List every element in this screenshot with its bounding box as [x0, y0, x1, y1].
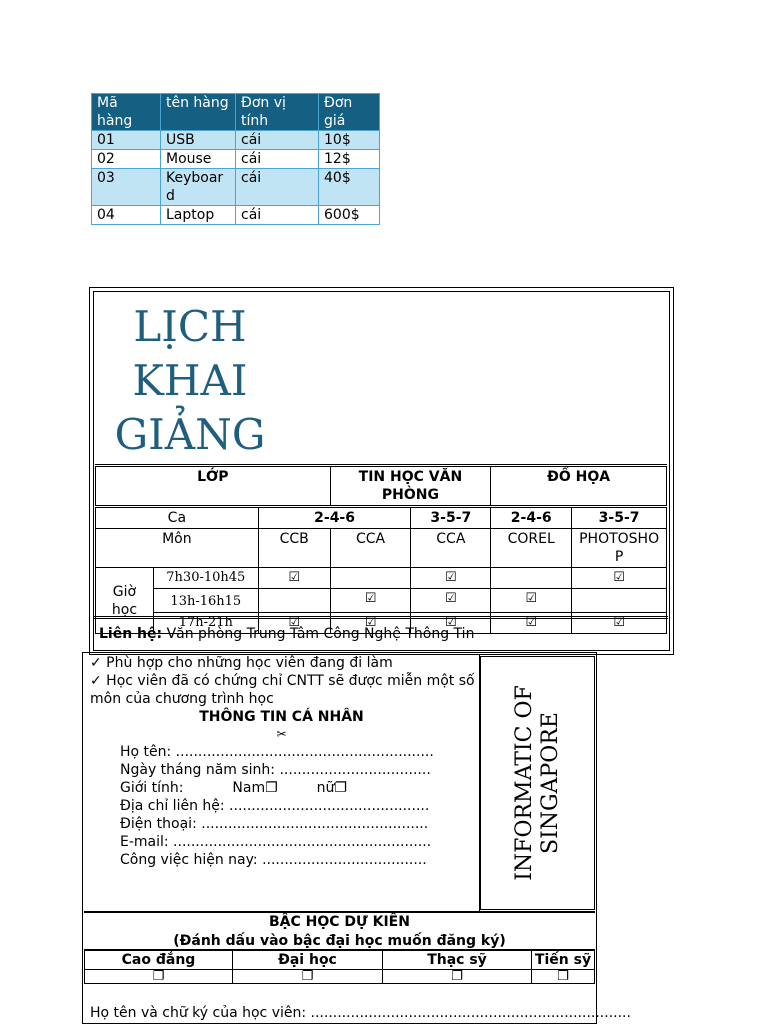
check-box-icon: ☑	[258, 568, 330, 589]
level-header-row	[85, 950, 595, 970]
slot-time: 7h30-10h45	[153, 568, 258, 589]
scissors-icon: ✂	[276, 727, 287, 741]
check-box-icon: ☑	[411, 568, 491, 589]
checkbox-icon[interactable]: ❐	[334, 780, 347, 796]
cell-unit: cái	[236, 131, 319, 150]
signature-line[interactable]: Họ tên và chữ ký của học viên: ........................................................................	[90, 1005, 631, 1021]
cell-code: 04	[92, 206, 161, 225]
check-box-icon: ☑	[491, 613, 572, 634]
level-option: Cao đẳng	[85, 950, 233, 970]
subject-row	[96, 529, 667, 568]
address-field[interactable]: Địa chỉ liên hệ: .............................................	[120, 798, 430, 814]
benefit-item: ✓ Phù hợp cho những học viên đang đi làm	[90, 655, 393, 671]
cell-code: 03	[92, 169, 161, 206]
shift-row	[96, 507, 667, 529]
checkbox-icon[interactable]: ❐	[233, 970, 383, 984]
shift-label: Ca	[96, 507, 259, 529]
benefit-item: ✓ Học viên đã có chứng chỉ CNTT sẽ được miễn một số môn của chương trình học	[90, 673, 475, 707]
col-header-name: tên hàng	[161, 94, 236, 131]
subject-name: COREL	[491, 529, 572, 568]
subject-name: PHOTOSHOP	[572, 529, 667, 568]
cell-price: 600$	[319, 206, 380, 225]
cell-unit: cái	[236, 206, 319, 225]
cell-code: 01	[92, 131, 161, 150]
level-table	[84, 949, 595, 984]
table-row	[92, 169, 380, 206]
cell-name: Mouse	[161, 150, 236, 169]
shift-days: 3-5-7	[572, 507, 667, 529]
subject-label: Môn	[96, 529, 259, 568]
cell-name: Keyboard	[161, 169, 236, 206]
shift-days: 2-4-6	[258, 507, 411, 529]
personal-info-title: THÔNG TIN CÁ NHÂN	[199, 709, 364, 725]
level-option: Đại học	[233, 950, 383, 970]
check-box-icon	[258, 589, 330, 613]
check-box-icon	[491, 568, 572, 589]
table-row	[92, 131, 380, 150]
check-box-icon: ☑	[572, 613, 667, 634]
office-group-header: TIN HỌC VĂN PHÒNG	[330, 466, 491, 507]
checkbox-icon[interactable]: ❐	[85, 970, 233, 984]
product-table-header-row	[92, 94, 380, 131]
side-banner-line: SINGAPORE	[537, 712, 563, 854]
phone-field[interactable]: Điện thoại: ...................................................	[120, 816, 429, 832]
graphics-group-header: ĐỒ HỌA	[491, 466, 667, 507]
hours-label: Giờ học	[96, 568, 154, 634]
check-box-icon	[330, 568, 411, 589]
shift-days: 3-5-7	[411, 507, 491, 529]
class-header: LỚP	[96, 466, 331, 507]
level-option: Tiến sỹ	[532, 950, 595, 970]
check-box-icon: ☑	[411, 589, 491, 613]
checkbox-icon[interactable]: ❐	[383, 970, 532, 984]
cell-price: 10$	[319, 131, 380, 150]
check-box-icon: ☑	[258, 613, 330, 634]
benefits-list	[90, 654, 475, 708]
slot-row	[96, 589, 667, 613]
cell-code: 02	[92, 150, 161, 169]
subject-name: CCA	[411, 529, 491, 568]
subject-name: CCB	[258, 529, 330, 568]
check-box-icon: ☑	[572, 568, 667, 589]
slot-time: 17h-21h	[153, 613, 258, 634]
check-box-icon: ☑	[491, 589, 572, 613]
level-heading	[84, 911, 595, 951]
contact-text: Văn phòng Trung Tâm Công Nghệ Thông Tin	[166, 626, 475, 642]
gender-male-label: Nam	[232, 780, 266, 796]
cell-price: 40$	[319, 169, 380, 206]
level-subtitle: (Đánh dấu vào bậc đại học muốn đăng ký)	[173, 933, 506, 949]
slot-time: 13h-16h15	[153, 589, 258, 613]
checkbox-icon[interactable]: ❐	[265, 780, 278, 796]
level-checkbox-row	[85, 970, 595, 984]
cell-name: USB	[161, 131, 236, 150]
cell-name: Laptop	[161, 206, 236, 225]
table-row	[92, 150, 380, 169]
cell-price: 12$	[319, 150, 380, 169]
contact-label: Liên hệ:	[99, 626, 163, 642]
col-header-code: Mã hàng	[92, 94, 161, 131]
slot-row	[96, 568, 667, 589]
table-row	[92, 206, 380, 225]
email-field[interactable]: E-mail: ..........................................................	[120, 834, 432, 850]
schedule-header-row	[96, 466, 667, 507]
check-box-icon: ☑	[411, 613, 491, 634]
side-banner	[480, 656, 595, 910]
cell-unit: cái	[236, 150, 319, 169]
gender-field	[120, 779, 465, 797]
check-box-icon: ☑	[330, 613, 411, 634]
subject-name: CCA	[330, 529, 411, 568]
level-option: Thạc sỹ	[383, 950, 532, 970]
cell-unit: cái	[236, 169, 319, 206]
checkbox-icon[interactable]: ❐	[532, 970, 595, 984]
gender-label: Giới tính:	[120, 780, 184, 796]
product-table	[91, 93, 380, 225]
side-banner-line: INFORMATIC OF	[511, 685, 537, 881]
col-header-unit: Đơn vị tính	[236, 94, 319, 131]
gender-female-label: nữ	[316, 780, 335, 796]
shift-days: 2-4-6	[491, 507, 572, 529]
personal-info-fields	[120, 743, 465, 869]
level-title: BẬC HỌC DỰ KIẾN	[269, 914, 410, 930]
check-box-icon: ☑	[330, 589, 411, 613]
name-field[interactable]: Họ tên: ..........................................................	[120, 744, 434, 760]
job-field[interactable]: Công việc hiện nay: .....................................	[120, 852, 427, 868]
schedule-title: LỊCH KHAI GIẢNG	[114, 302, 266, 459]
side-banner-text	[512, 685, 564, 881]
contact-line	[94, 616, 668, 643]
dob-field[interactable]: Ngày tháng năm sinh: ..................................	[120, 762, 431, 778]
schedule-table	[95, 464, 667, 634]
col-header-price: Đơn giá	[319, 94, 380, 131]
check-box-icon	[572, 589, 667, 613]
